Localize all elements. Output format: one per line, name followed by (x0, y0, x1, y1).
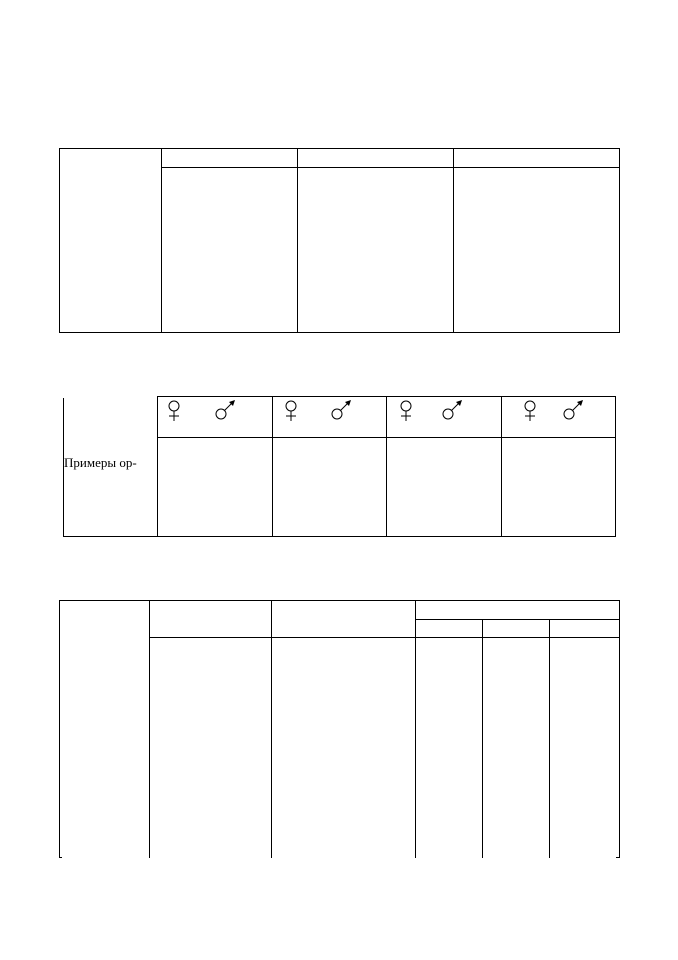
table-2-bottom-border (63, 536, 616, 537)
table-1-top-border (59, 148, 620, 149)
table-3-col-divider (415, 600, 416, 858)
table-3-corner-tick (616, 857, 620, 858)
table-2-col-divider (501, 396, 502, 537)
table-1-bottom-border (59, 332, 620, 333)
table-1-col-divider (453, 148, 454, 333)
table-3-right-border (619, 600, 620, 858)
table-3-corner-tick (59, 857, 62, 858)
table-3-header-divider (149, 637, 620, 638)
table-3-col-divider (271, 600, 272, 858)
table-3-col-divider (149, 600, 150, 858)
table-3-subcol-divider (549, 619, 550, 858)
male-symbol-icon (213, 399, 237, 421)
table-3-subheader-divider (415, 619, 620, 620)
table-1-col-divider (297, 148, 298, 333)
female-symbol-icon (283, 400, 299, 422)
table-2-col-divider (272, 396, 273, 537)
female-symbol-icon (398, 400, 414, 422)
table-1-right-border (619, 148, 620, 333)
row-label-examples: Примеры ор- (64, 455, 137, 470)
table-2-col-divider (157, 396, 158, 537)
table-1-header-divider (161, 167, 620, 168)
male-symbol-icon (440, 399, 464, 421)
male-symbol-icon (329, 399, 353, 421)
table-2-header-divider (157, 437, 616, 438)
female-symbol-icon (522, 400, 538, 422)
table-1-col-divider (161, 148, 162, 333)
female-symbol-icon (166, 400, 182, 422)
table-3-top-border (59, 600, 620, 601)
table-2-right-border (615, 396, 616, 537)
table-3-subcol-divider (482, 619, 483, 858)
table-2-col-divider (386, 396, 387, 537)
table-1-left-border (59, 148, 60, 333)
table-3-left-border (59, 600, 60, 858)
male-symbol-icon (561, 399, 585, 421)
